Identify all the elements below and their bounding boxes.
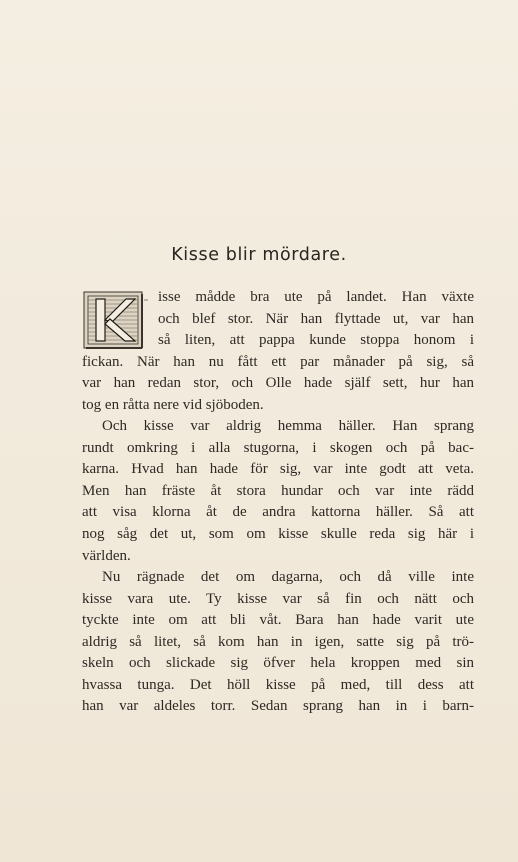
chapter-title: Kisse blir mördare.: [171, 245, 347, 265]
text-line: Och kisse var aldrig hemma häller. Han sprang: [102, 418, 474, 435]
text-line: var han redan stor, och Olle hade själf sett, hur han: [82, 375, 474, 392]
text-line: så liten, att pappa kunde stoppa honom i: [158, 332, 474, 349]
text-line: aldrig så litet, så kom han in igen, satte sig på trö-: [82, 633, 474, 650]
text-line: hvassa tunga. Det höll kisse på med, till dess att: [82, 676, 474, 693]
text-line: tog en råtta nere vid sjöboden.: [82, 396, 264, 413]
body-text: [82, 287, 474, 718]
text-line: och blef stor. När han flyttade ut, var han: [158, 310, 474, 327]
text-line: skeln och slickade sig öfver hela kroppen med sin: [82, 655, 474, 672]
text-line: han var aldeles torr. Sedan sprang han in i barn-: [82, 698, 474, 715]
text-line: kisse vara ute. Ty kisse var så fin och nätt och: [82, 590, 474, 607]
text-line: att visa klorna åt de andra kattorna häller. Så att: [82, 504, 474, 521]
text-line: isse mådde bra ute på landet. Han växte: [158, 289, 474, 305]
text-line: Nu rägnade det om dagarna, och då ville inte: [102, 569, 474, 586]
text-line: Men han fräste åt stora hundar och var inte rädd: [82, 482, 474, 499]
text-line: nog såg det ut, som om kisse skulle reda sig här i: [82, 526, 474, 543]
text-line: rundt omkring i alla stugorna, i skogen och på bac-: [82, 439, 474, 456]
text-line: fickan. När han nu fått ett par månader på sig, så: [82, 353, 474, 370]
text-line: tyckte inte om att bli våt. Bara han hade varit ute: [82, 612, 474, 629]
text-line: karna. Hvad han hade för sig, var inte godt att veta.: [82, 461, 474, 478]
text-line: världen.: [82, 547, 131, 564]
